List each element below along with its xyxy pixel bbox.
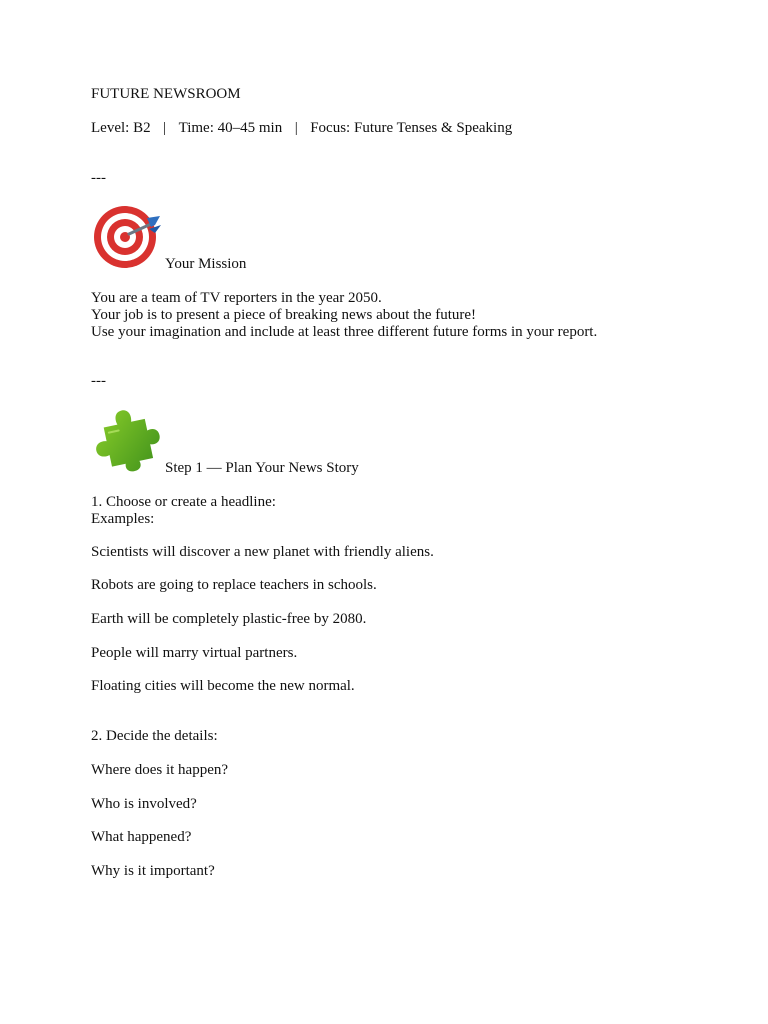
step1-heading: Step 1 — Plan Your News Story (165, 460, 359, 476)
puzzle-piece-icon (93, 407, 161, 473)
target-dart-icon (93, 205, 163, 269)
meta-focus: Focus: Future Tenses & Speaking (310, 120, 513, 136)
section-divider: --- (91, 373, 106, 389)
mission-line: You are a team of TV reporters in the year 2050. (91, 290, 382, 306)
meta-time: Time: 40–45 min (178, 120, 283, 136)
step1-item2-label: 2. Decide the details: (91, 728, 218, 744)
detail-question: Why is it important? (91, 863, 215, 879)
mission-line: Your job is to present a piece of breaking news about the future! (91, 307, 477, 323)
headline-example: People will marry virtual partners. (91, 645, 298, 661)
section-divider: --- (91, 170, 106, 186)
document-title: FUTURE NEWSROOM (91, 86, 241, 102)
detail-question: What happened? (91, 829, 192, 845)
headline-example: Scientists will discover a new planet with friendly aliens. (91, 544, 434, 560)
headline-example: Floating cities will become the new normal. (91, 678, 355, 694)
headline-example: Robots are going to replace teachers in schools. (91, 577, 377, 593)
mission-heading: Your Mission (165, 256, 247, 272)
meta-separator: | (163, 120, 167, 136)
detail-question: Who is involved? (91, 796, 197, 812)
meta-separator: | (294, 120, 298, 136)
meta-line (91, 120, 512, 137)
meta-level: Level: B2 (91, 120, 151, 136)
step1-item1-sublabel: Examples: (91, 511, 155, 527)
detail-question: Where does it happen? (91, 762, 229, 778)
step1-item1-label: 1. Choose or create a headline: (91, 494, 276, 510)
mission-line: Use your imagination and include at least three different future forms in your report. (91, 324, 598, 340)
headline-example: Earth will be completely plastic-free by 2080. (91, 611, 367, 627)
